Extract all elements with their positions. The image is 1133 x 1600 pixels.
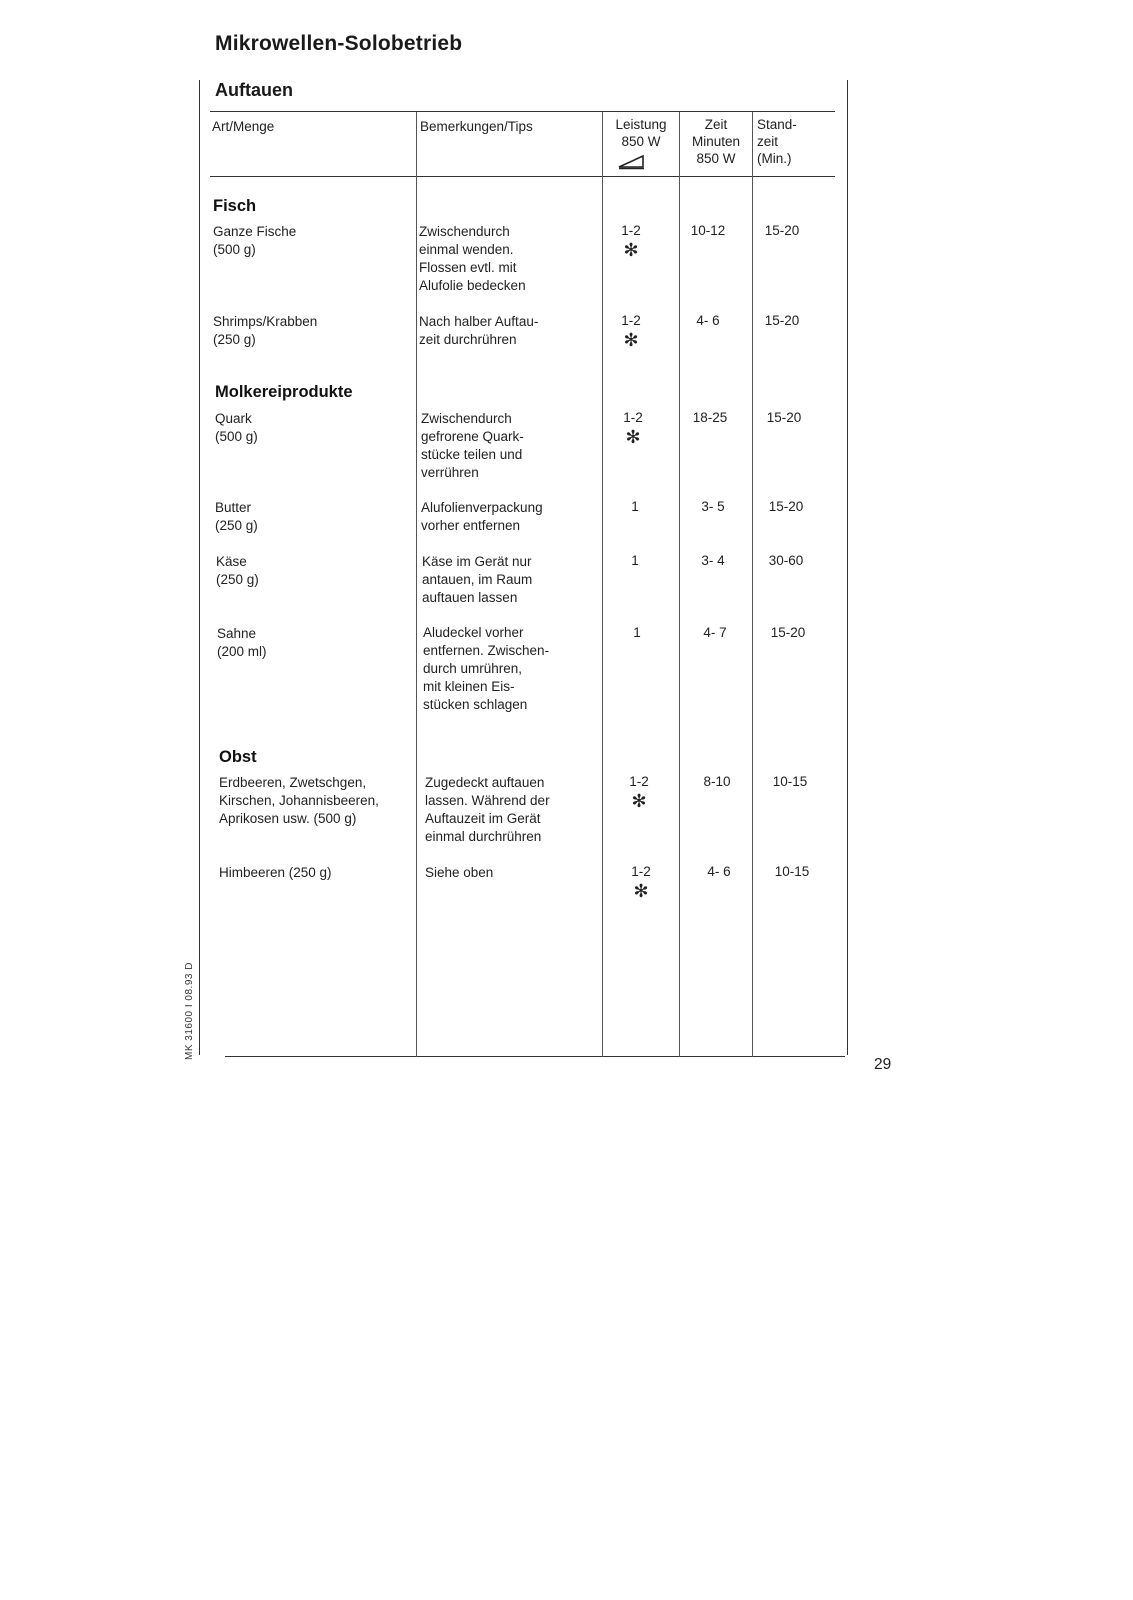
power-level-icon	[617, 154, 647, 170]
header-standzeit	[757, 116, 797, 167]
item-art: Himbeeren (250 g)	[219, 865, 332, 880]
header-leistung-watt: 850 W	[621, 134, 661, 149]
header-leistung	[604, 116, 678, 150]
header-standzeit-unit: (Min.)	[757, 151, 792, 166]
header-bemerkungen: Bemerkungen/Tips	[420, 119, 533, 134]
header-leistung-label: Leistung	[615, 117, 667, 132]
item-art: Erdbeeren, Zwetschgen, Kirschen, Johannisbeeren, Aprikosen usw. (500 g)	[219, 775, 379, 826]
item-bemerkung: Käse im Gerät nur antauen, im Raum auftauen lassen	[422, 554, 533, 605]
item-zeit: 18-25	[692, 410, 728, 425]
defrost-snowflake-icon: ✻	[633, 881, 649, 901]
defrost-snowflake-icon: ✻	[623, 330, 639, 350]
item-standzeit: 15-20	[764, 223, 800, 238]
item-leistung: 1-2	[621, 223, 641, 238]
table-right-border	[847, 80, 848, 1055]
item-art: Butter (250 g)	[215, 500, 258, 533]
category-heading: Obst	[219, 748, 257, 766]
item-art: Käse (250 g)	[216, 554, 259, 587]
column-divider-3	[679, 112, 680, 1057]
item-standzeit: 15-20	[770, 625, 806, 640]
header-zeit	[680, 116, 752, 167]
header-standzeit-label-2: zeit	[757, 134, 779, 149]
item-zeit: 8-10	[703, 774, 731, 789]
item-bemerkung: Alufolienverpackung vorher entfernen	[421, 500, 543, 533]
item-art: Shrimps/Krabben (250 g)	[213, 314, 318, 347]
item-leistung: 1-2	[629, 774, 649, 789]
item-bemerkung: Siehe oben	[425, 865, 494, 880]
item-standzeit: 15-20	[768, 499, 804, 514]
item-leistung: 1	[631, 499, 639, 514]
item-zeit: 4- 7	[703, 625, 727, 640]
item-art: Sahne (200 ml)	[217, 626, 267, 659]
section-title: Auftauen	[215, 80, 293, 100]
item-standzeit: 30-60	[768, 553, 804, 568]
item-zeit: 3- 5	[701, 499, 725, 514]
document-code: MK 31600 I 08.93 D	[184, 962, 195, 1060]
item-standzeit: 10-15	[772, 774, 808, 789]
header-zeit-label: Zeit	[704, 117, 728, 132]
header-standzeit-label: Stand-	[757, 117, 797, 132]
item-zeit: 4- 6	[707, 864, 731, 879]
item-leistung: 1-2	[623, 410, 643, 425]
item-standzeit: 15-20	[764, 313, 800, 328]
item-zeit: 3- 4	[701, 553, 725, 568]
defrost-snowflake-icon: ✻	[625, 427, 641, 447]
header-bottom-rule	[210, 176, 835, 177]
item-bemerkung: Aludeckel vorher entfernen. Zwischen- durch umrühren, mit kleinen Eis- stücken schlagen	[423, 625, 550, 712]
item-art: Ganze Fische (500 g)	[213, 224, 297, 257]
header-top-rule	[210, 111, 835, 112]
page-title: Mikrowellen-Solobetrieb	[215, 32, 463, 55]
column-divider-4	[752, 112, 753, 1057]
column-divider-1	[416, 112, 417, 1057]
category-heading: Fisch	[213, 197, 257, 215]
item-art: Quark (500 g)	[215, 411, 258, 444]
item-bemerkung: Nach halber Auftau- zeit durchrühren	[419, 314, 539, 347]
item-leistung: 1-2	[631, 864, 651, 879]
header-zeit-watt: 850 W	[696, 151, 736, 166]
defrost-snowflake-icon: ✻	[623, 240, 639, 260]
defrost-snowflake-icon: ✻	[631, 791, 647, 811]
item-bemerkung: Zwischendurch einmal wenden. Flossen evtl. mit Alufolie bedecken	[419, 224, 526, 293]
item-leistung: 1	[631, 553, 639, 568]
item-bemerkung: Zugedeckt auftauen lassen. Während der Auftauzeit im Gerät einmal durchrühren	[425, 775, 550, 844]
item-leistung: 1-2	[621, 313, 641, 328]
header-zeit-unit: Minuten	[691, 134, 741, 149]
item-bemerkung: Zwischendurch gefrorene Quark- stücke teilen und verrühren	[421, 411, 524, 480]
item-leistung: 1	[633, 625, 641, 640]
item-standzeit: 15-20	[766, 410, 802, 425]
column-divider-2	[602, 112, 603, 1057]
header-art: Art/Menge	[212, 119, 275, 134]
category-heading: Molkereiprodukte	[215, 383, 353, 401]
page-number: 29	[874, 1056, 892, 1073]
item-zeit: 10-12	[690, 223, 726, 238]
item-standzeit: 10-15	[774, 864, 810, 879]
table-left-border	[199, 80, 200, 1055]
item-zeit: 4- 6	[696, 313, 720, 328]
